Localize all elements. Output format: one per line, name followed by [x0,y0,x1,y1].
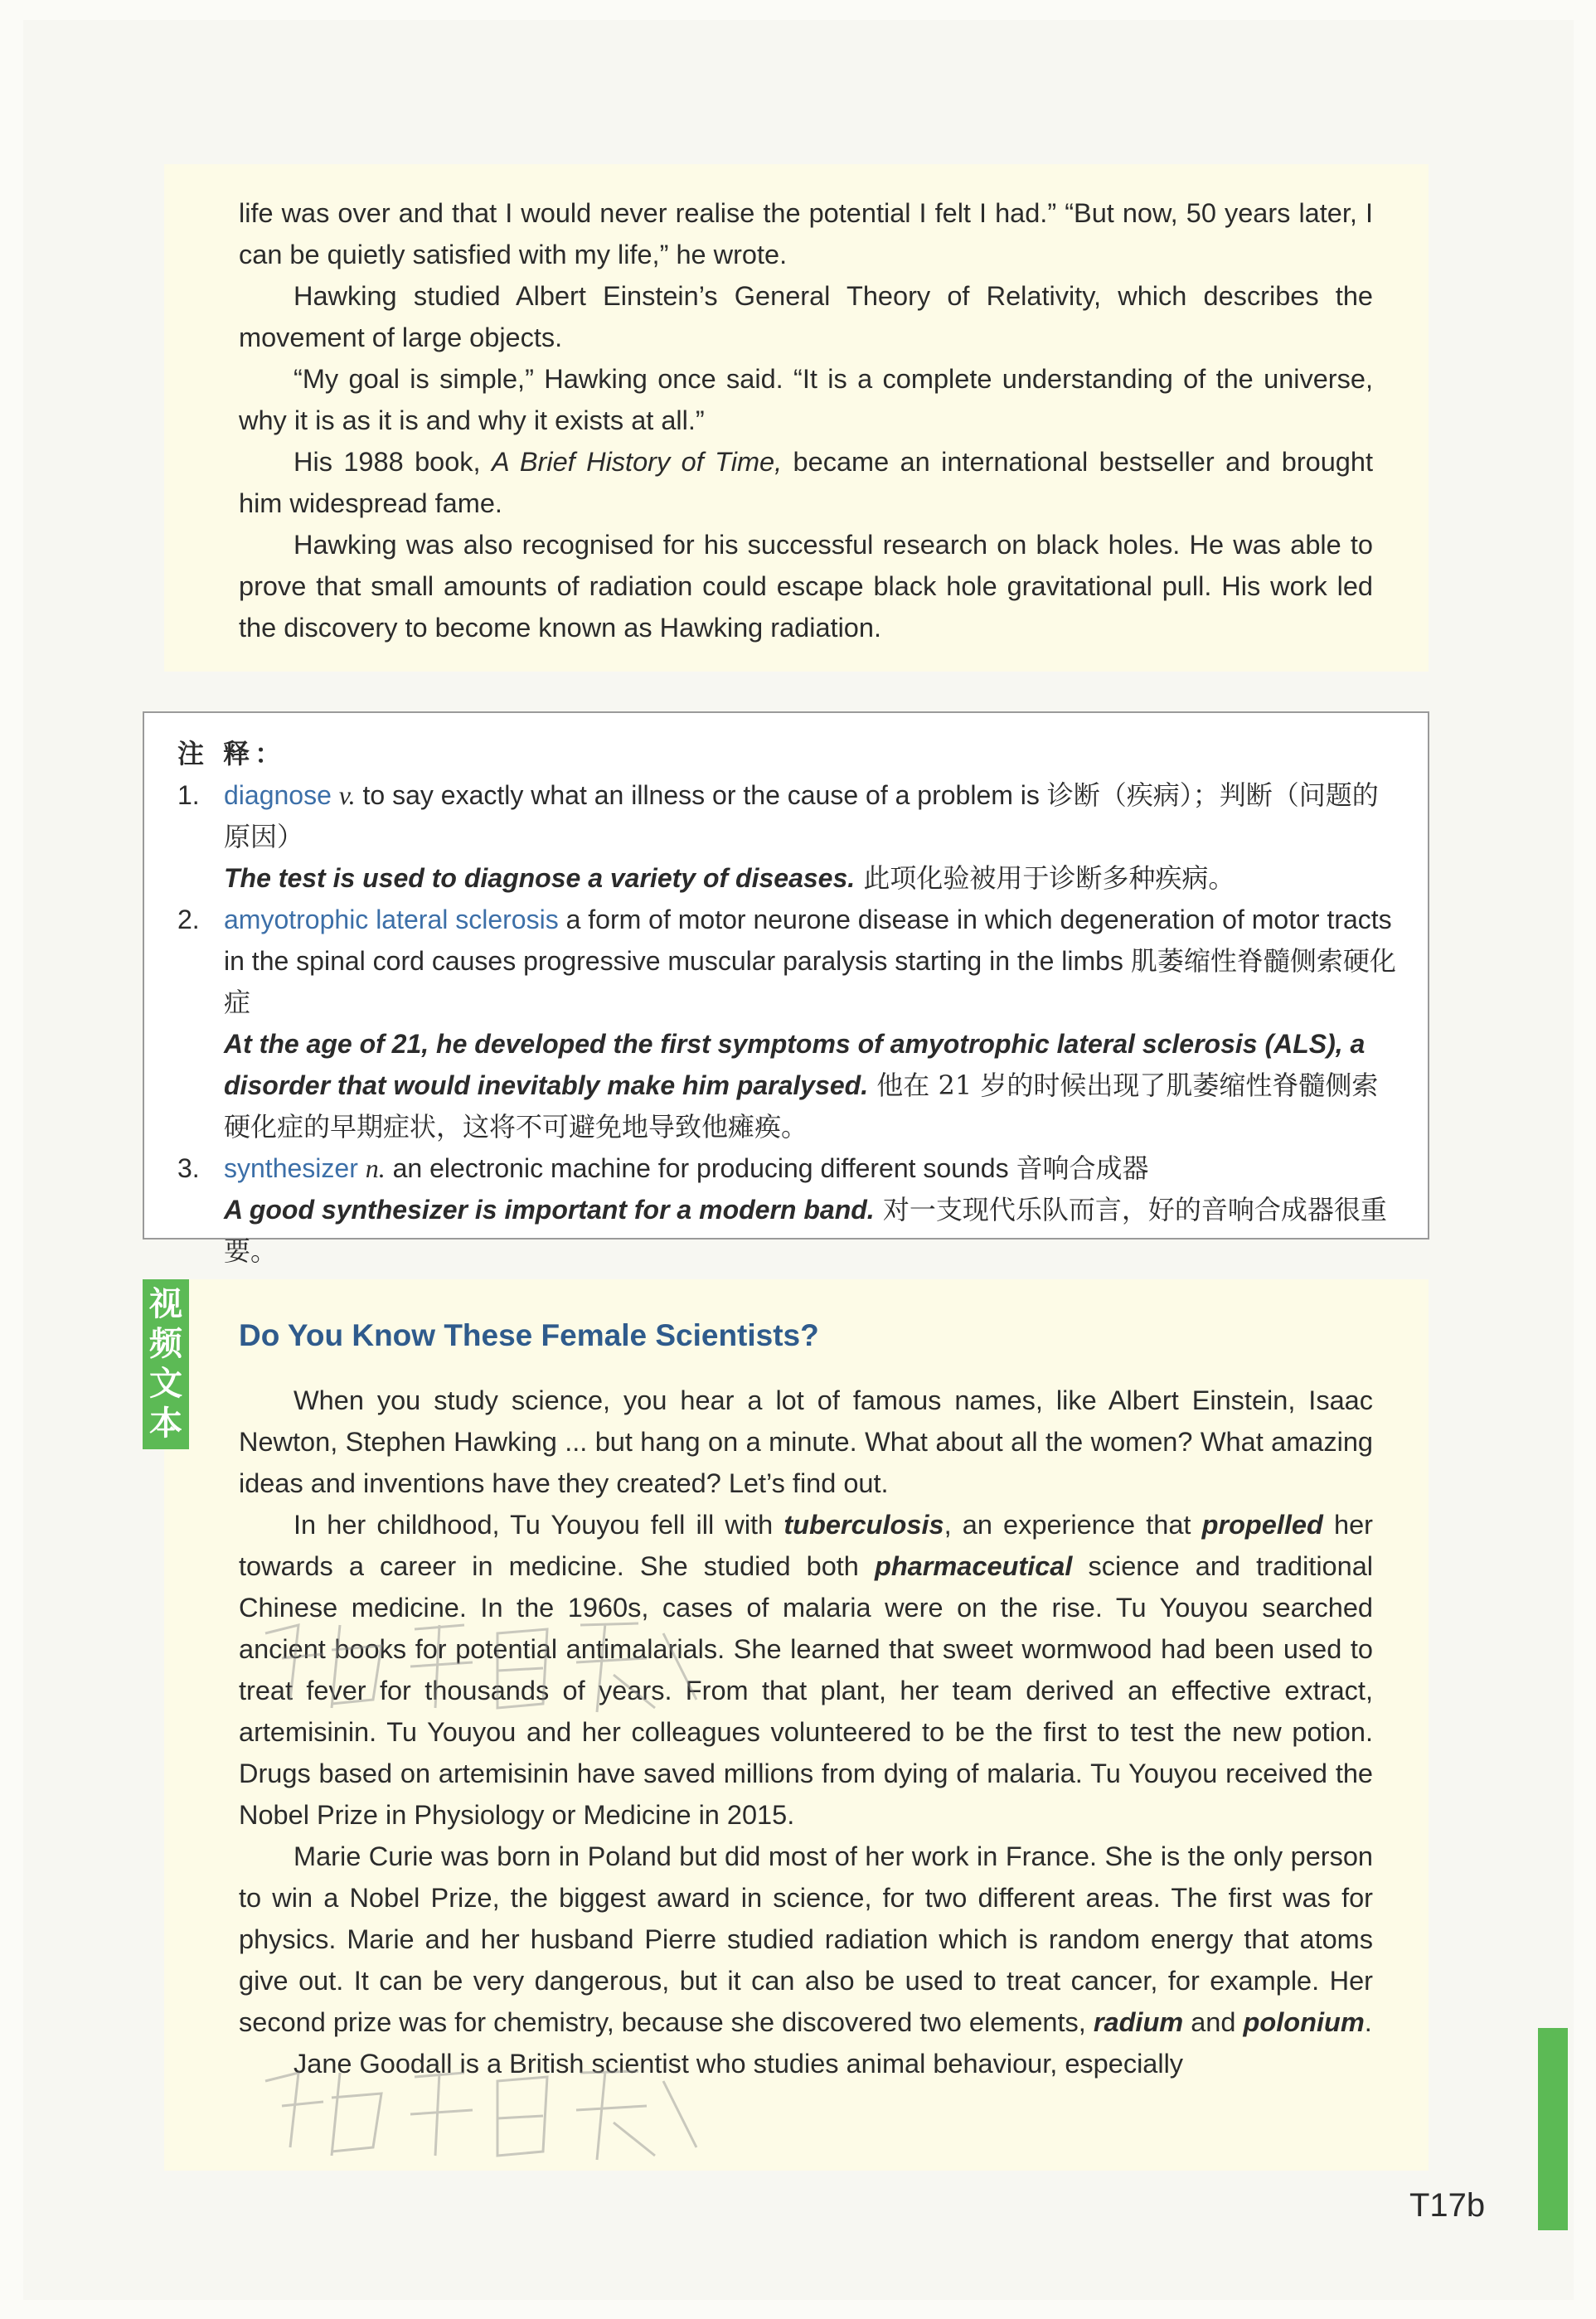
keyword: radium [1093,2007,1184,2037]
page-number: T17b [1409,2187,1486,2224]
note-term: amyotrophic lateral sclerosis [224,905,559,934]
note-term: synthesizer [224,1153,358,1183]
video-text-tab: 视频文本 [143,1279,189,1449]
note-example [224,1189,1400,1272]
keyword: polonium [1243,2007,1365,2037]
paragraph: Hawking was also recognised for his successful research on black holes. He was able to prove that small amounts of radiation could escape black hole gravitational pull. His work led the discovery to become known as Hawking radiation. [239,530,1373,643]
text-span: Marie Curie was born in Poland but did most of her work in France. She is the only person to win a Nobel Prize, the biggest award in science, for two different areas. The first was for physics. Marie and her husband Pierre studied radiation which is random energy that atoms give out. It can be very dangerous, but it can also be used to treat cancer, for example. Her second prize was for chemistry, because she discovered two elements, [239,1841,1373,2037]
paragraph: Jane Goodall is a British scientist who studies animal behaviour, especially [293,2049,1184,2079]
text-span: , an experience that [944,1510,1202,1540]
part-of-speech: v. [338,780,356,810]
keyword: propelled [1201,1510,1323,1540]
note-definition: to say exactly what an illness or the cause of a problem is [355,780,1047,810]
note-item-als [177,899,1400,1147]
female-scientists-passage [239,1380,1373,2084]
example-chinese: 对一支现代乐队而言，好的音响合成器很重要。 [224,1194,1387,1267]
paragraph: Hawking studied Albert Einstein’s General Theory of Relativity, which describes the movement of large objects. [239,281,1373,352]
part-of-speech: n. [365,1153,386,1183]
note-chinese: 音响合成器 [1016,1152,1149,1184]
note-chinese: 诊断（疾病）；判断（问题的原因） [224,779,1379,852]
section-title: Do You Know These Female Scientists? [239,1318,819,1352]
note-definition: a form of motor neurone disease in which degeneration of motor tracts in the spinal cord causes progressive muscular paralysis starting in the limbs [224,905,1392,976]
paragraph-book [239,441,1373,524]
paragraph: “My goal is simple,” Hawking once said. “It is a complete understanding of the universe, why it is as it is and why it exists at all.” [239,364,1373,435]
example-english: The test is used to diagnose a variety of diseases. [224,863,856,893]
example-english: At the age of 21, he developed the first symptoms of amyotrophic lateral sclerosis (ALS), a disorder that would inevitably make him paralysed. [224,1029,1366,1100]
text-span: and [1183,2007,1244,2037]
book-title: A Brief History of Time, [491,447,783,477]
notes-content [177,733,1400,1272]
note-number: 3. [177,1153,200,1183]
example-chinese: 此项化验被用于诊断多种疾病。 [855,862,1235,894]
text-span: In her childhood, Tu Youyou fell ill with [293,1510,784,1540]
paragraph-marie-curie [239,1836,1373,2043]
note-definition: an electronic machine for producing different sounds [385,1153,1016,1183]
hawking-passage [239,192,1373,648]
notes-heading: 注 释： [177,738,287,769]
paragraph-tu-youyou [239,1504,1373,1836]
notes-box [143,711,1429,1267]
text-span: . [1364,2007,1372,2037]
paragraph: life was over and that I would never realise the potential I felt I had.” “But now, 50 years later, I can be quietly satisfied with my life,” he wrote. [239,198,1373,269]
example-english: A good synthesizer is important for a modern band. [224,1195,875,1225]
note-chinese: 肌萎缩性脊髓侧索硬化症 [224,945,1396,1018]
keyword: tuberculosis [783,1510,944,1540]
note-term: diagnose [224,780,332,810]
text-span: her towards a career in medicine. She studied both [239,1510,1373,1581]
example-chinese: 他在 21 岁的时候出现了肌萎缩性脊髓侧索硬化症的早期症状，这将不可避免地导致他瘫痪。 [224,1070,1379,1143]
note-example [224,857,1400,899]
text-span: science and traditional Chinese medicine. In the 1960s, cases of malaria were on the rise. Tu Youyou searched ancient books for potential antimalarials. She learned that sweet wormwood had been used to treat fever for thousands of years. From that plant, her team derived an effective extract, artemisinin. Tu Youyou and her colleagues volunteered to be the first to test the new potion. Drugs based on artemisinin have saved millions from dying of malaria. Tu Youyou received the Nobel Prize in Physiology or Medicine in 2015. [239,1551,1374,1830]
paragraph: When you study science, you hear a lot of famous names, like Albert Einstein, Isaac Newton, Stephen Hawking ... but hang on a minute. What about all the women? What amazing ideas and inventions have they created? Let’s find out. [239,1385,1373,1498]
note-number: 1. [177,780,200,810]
note-item-synthesizer [177,1147,1400,1272]
note-number: 2. [177,905,200,934]
note-example [224,1023,1400,1147]
text-span: His 1988 book, [293,447,492,477]
chapter-marker-bar [1538,2028,1568,2230]
note-item-diagnose [177,774,1400,899]
text-span: became an international bestseller and brought him widespread fame. [239,447,1373,518]
keyword: pharmaceutical [874,1551,1073,1581]
